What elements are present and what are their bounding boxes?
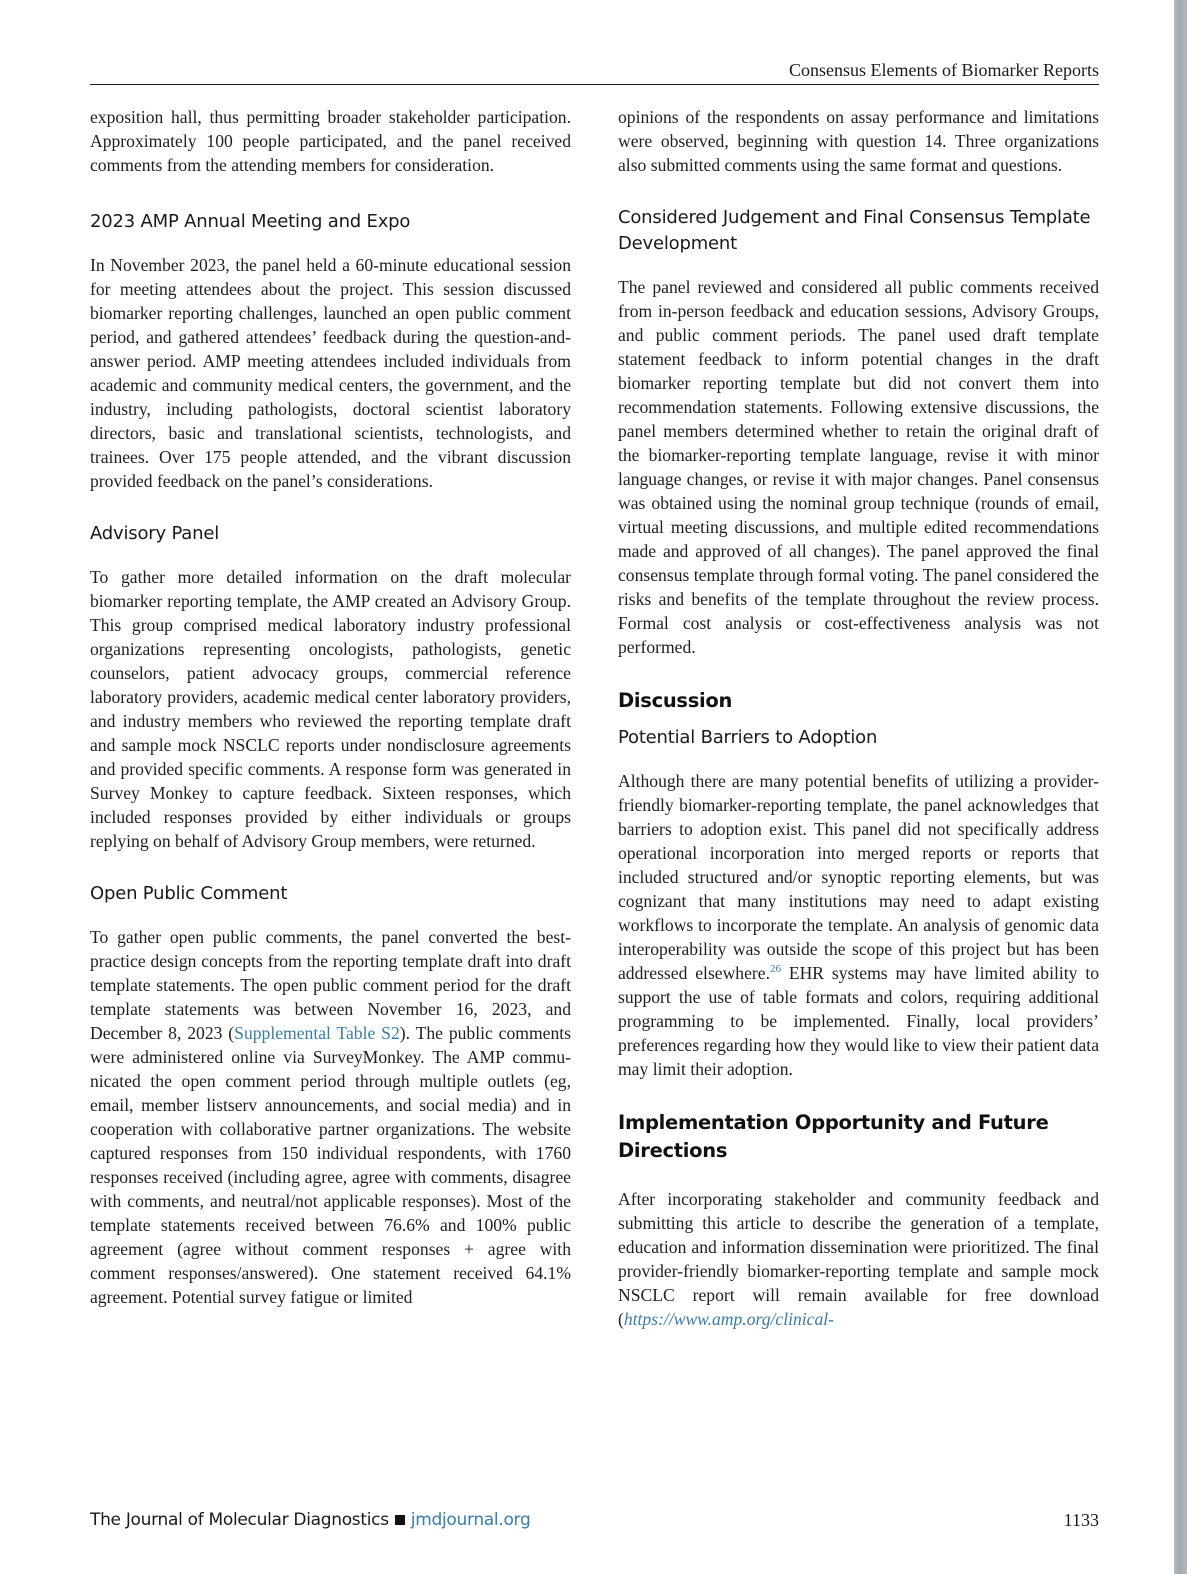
footer-journal xyxy=(90,1510,530,1530)
paragraph-continued: opinions of the respondents on assay performance and limitations were observed, beginning with question 14. Three organizations also submitted comments using the same format and questions. xyxy=(618,107,1099,175)
page-footer xyxy=(90,1510,1099,1534)
page-edge-scroll-shadow xyxy=(1174,0,1187,1574)
heading-advisory-panel: Advisory Panel xyxy=(90,523,220,544)
paragraph-intro: exposition hall, thus permitting broader stakeholder participation. Approximately 100 people participated, and the panel received comments from the attending members for consideration. xyxy=(90,107,571,175)
black-square-icon xyxy=(395,1515,405,1525)
page-number: 1133 xyxy=(1063,1510,1099,1530)
paragraph-potential-barriers xyxy=(618,769,1099,1081)
right-column xyxy=(618,105,1099,1331)
paragraph-advisory-panel: To gather more detailed information on the draft molecular biomarker reporting template, the AMP created an Advisory Group. This group comprised medical laboratory industry professional organizations representing oncologists, pathologists, genetic counselors, patient advocacy groups, commercial reference laboratory providers, academic medical center laboratory providers, and industry members who reviewed the reporting template draft and sample mock NSCLC reports under nondisclosure agreements and provided specific comments. A response form was generated in Survey Monkey to capture feedback. Sixteen responses, which included responses provided by either individuals or groups replying on behalf of Advisory Group members, were returned. xyxy=(90,567,571,851)
paragraph-implementation xyxy=(618,1187,1099,1331)
paragraph-open-public-comment xyxy=(90,925,571,1309)
left-column xyxy=(90,105,571,1309)
paragraph-amp-meeting: In November 2023, the panel held a 60-minute educational session for meeting attendees about the project. This session discussed biomarker reporting challenges, launched an open public comment period, and gathered attendees’ feedback during the question-and-answer period. AMP meeting attendees included individuals from academic and community medical centers, the government, and the industry, including pathologists, doctoral scientist laboratory directors, basic and translational scientists, technologists, and trainees. Over 175 people attended, and the vibrant discussion provided feedback on the panel’s considerations. xyxy=(90,255,571,491)
supplemental-table-link[interactable]: Supplemental Table S2 xyxy=(234,1023,400,1043)
paragraph-text: To gather open public comments, the panel converted the best-practice design concepts from the reporting template draft into draft template statements. The open public comment period for the draft template statements was between November 16, 2023, and December 8, 2023 ( xyxy=(90,927,571,1043)
heading-potential-barriers: Potential Barriers to Adoption xyxy=(618,727,878,748)
reference-26-link[interactable]: 26 xyxy=(769,963,781,976)
journal-name: The Journal of Molecular Diagnostics xyxy=(90,1510,389,1530)
amp-clinical-link[interactable]: https://www.amp.org/clinical- xyxy=(623,1309,835,1329)
paragraph-text: EHR systems may have limited ability to support the use of table formats and colors, requiring additional programming to be implemented. Finally, local providers’ preferences regarding how they would like to view their patient data may limit their adoption. xyxy=(618,963,1100,1079)
journal-website-link[interactable]: jmdjournal.org xyxy=(410,1510,531,1530)
paragraph-text: After incorporating stakeholder and community feedback and submitting this article to describe the generation of a template, education and information dissemination were prioritized. The final provider-friendly biomarker-reporting template and sample mock NSCLC report will remain available for free download ( xyxy=(618,1189,1099,1329)
heading-open-public-comment: Open Public Comment xyxy=(90,883,288,904)
running-title: Consensus Elements of Biomarker Reports xyxy=(789,60,1099,80)
heading-implementation: Implementation Opportunity and Future Directions xyxy=(618,1111,1049,1162)
heading-considered-judgement: Considered Judgement and Final Consensus Template Development xyxy=(618,207,1091,254)
paragraph-text: Although there are many potential benefits of utilizing a provider-friendly biomarker-reporting template, the panel acknowledges that barriers to adoption exist. This panel did not specifically address operational incorporation into merged reports or reports that included structured and/or synoptic reporting elements, but was cognizant that many institutions may need to adapt existing workflows to incorporate the template. An analysis of genomic data interoperability was outside the scope of this project but has been addressed elsewhere. xyxy=(618,771,1099,983)
paragraph-considered-judgement: The panel reviewed and considered all public comments received from in-person feedback and education sessions, Advisory Groups, and public comment periods. The panel used draft template statement feedback to inform potential changes in the draft biomarker reporting template but did not convert them into recommendation statements. Following extensive discussions, the panel members determined whether to retain the original draft of the biomarker-reporting template language, revise it with minor language changes, or revise it with major changes. Panel consensus was obtained using the nominal group technique (rounds of email, virtual meeting discussions, and multiple edited recommendations made and approved of all changes). The panel approved the final consensus template through formal voting. The panel considered the risks and benefits of the template throughout the review process. Formal cost analysis or cost-effectiveness analysis was not performed. xyxy=(618,277,1099,657)
paragraph-text: ). The public comments were administered online via SurveyMonkey. The AMP communicated the open comment period through multiple outlets (eg, email, member listserv announcements, and social media) and in cooperation with collaborative partner organizations. The website captured responses from 150 individual respondents, with 1760 responses received (including agree, agree with comments, disagree with comments, and neutral/not applicable responses). Most of the template statements received between 76.6% and 100% public agreement (agree without comment responses + agree with comment responses/answered). One statement received 64.1% agreement. Potential survey fatigue or limited xyxy=(90,1023,571,1307)
running-header xyxy=(90,60,1099,85)
heading-discussion: Discussion xyxy=(618,689,733,712)
heading-amp-annual-meeting: 2023 AMP Annual Meeting and Expo xyxy=(90,211,411,232)
